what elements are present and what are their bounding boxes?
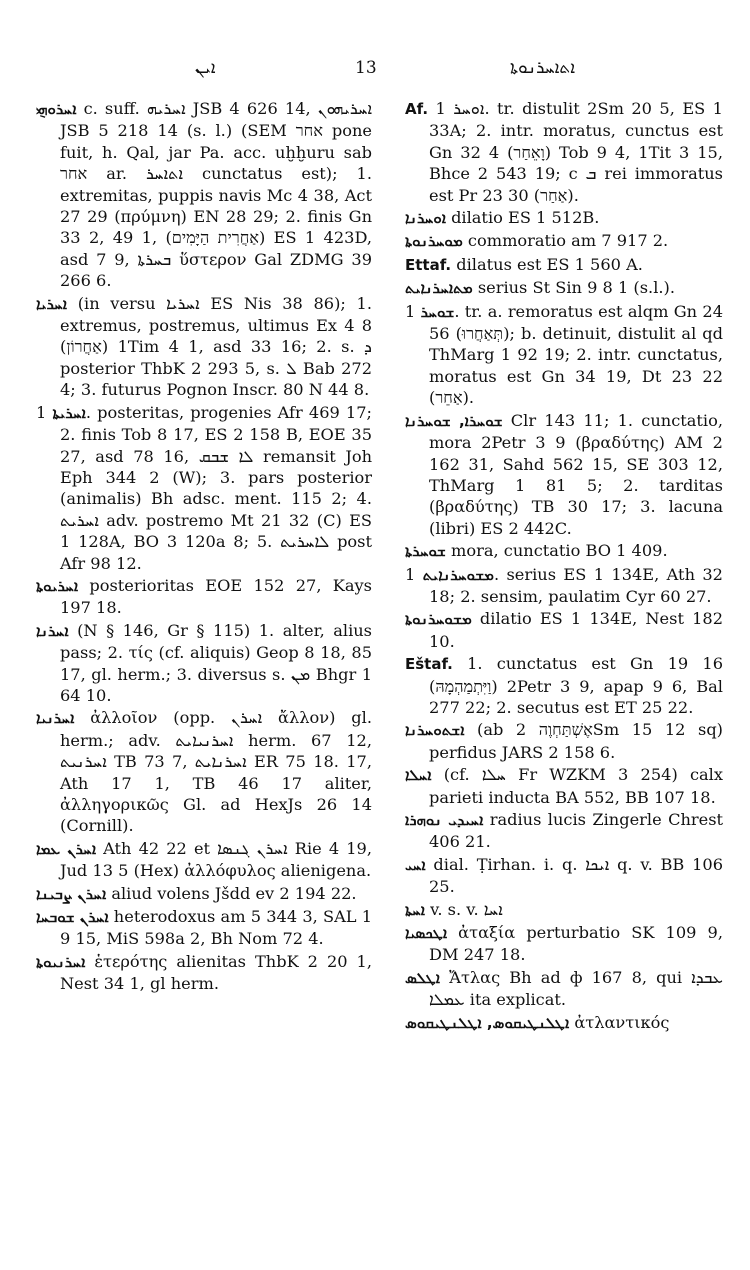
entry-definition: (ab אֶשְׁתַּחְוֶה 2Sm 15 12 sq) perfidus JARS 2 158 6. [429,720,723,762]
entry-lemma: ܐܚܝ [405,855,426,874]
dictionary-entry [405,899,723,921]
dictionary-entry [405,967,723,1011]
dictionary-entry [36,951,372,995]
entry-definition: commoratio am 7 917 2. [462,231,669,251]
entry-definition: posterioritas EOE 152 27, Kays 197 18. [60,575,372,618]
entry-lemma: ܐܚܝܕܝ ܢܘܗܪܐ [405,811,484,829]
entry-lemma: ܐܚܪܝܬܐ [52,403,86,422]
entry-definition: (in versu ܐܚܪܝܐ ES Nis 38 86); 1. extremus, postremus, ultimus Ex 4 8 (אַחֲרוֹן) 1Tim 4 1, asd 33 16; 2. s. ܕ posterior ThbK 2 293 5, s. ܠ Bab 272 4; 3. futurus Pognon Inscr. 80 N 44 8. [60,293,372,400]
entry-definition: aliud volens Jšdd ev 2 194 22. [106,883,357,903]
entry-definition: ἀτλαντικός [569,1012,670,1032]
entry-definition: ἀλλοῖον (opp. ܐܚܪܢ ἄλλον) gl. herm.; adv. ܐܚܪܢܝܐܝܬ herm. 67 12, ܐܚܪܢܝܬ TB 73 7, ܐܚܪܢܐܝܬ ER 75 18. 17, Ath 17 1, TB 46 17 aliter, ἀλληγορικῶς Gl. ad HexJs 26 14 (Cornill). [60,708,372,836]
entry-lemma: ܫܘܚܪܬܐ [405,542,446,561]
dictionary-entry [405,922,723,966]
dictionary-entry [36,575,372,619]
entry-definition: heterodoxus am 5 344 3, SAL 1 9 15, MiS 598a 2, Bh Nom 72 4. [60,907,373,949]
entry-definition: Ath 42 22 et ܐܚܪܢ ܓܢܣܐ Rie 4 19, Jud 13 5 (Hex) ἀλλόφυλος alienigena. [60,838,372,881]
dictionary-entry [405,230,723,252]
entry-lemma: ܡܫܘܚܪܢܐܝܬ [422,565,494,584]
entry-definition: ἑτερότης alienitas ThbK 2 20 1, Nest 34 1, gl herm. [60,951,372,994]
dictionary-entry [405,719,723,763]
dictionary-entry [405,254,723,276]
entry-lemma: ܡܫܘܚܪܢܘܬܐ [405,610,472,629]
entry-definition: radius lucis Zingerle Chrest 406 21. [429,810,724,852]
entry-definition: mora, cunctatio BO 1 409. [445,541,668,561]
entry-definition: 1. tr. a. remoratus est alqm Gn 24 56 (תְּאַחֲרוּ); b. detinuit, distulit al qd ThMarg 1 92 19; 2. intr. cunctatus, moratus est Gn 34 19, Dt 23 22 (אַחֵר). [405,301,723,408]
entry-definition: (cf. ܚܠܐ Fr WZKM 3 254) calx parieti inducta BA 552, BB 107 18. [429,765,723,807]
entry-definition: (N § 146, Gr § 115) 1. alter, alius pass; 2. τίς (cf. aliquis) Geop 8 18, 85 17, gl. herm.; 3. diversus s. ܡܢ Bhgr 1 64 10. [60,620,372,705]
dictionary-entry [405,764,723,808]
dictionary-entry [405,207,723,229]
entry-lemma: ܐܚܪܢܝܐ [36,709,75,728]
dictionary-entry [36,98,372,292]
entry-lemma: Ettaf. [405,255,452,274]
dictionary-entry [405,410,723,539]
entry-lemma: ܐܛܠܢܛܝܩܘܣ, ܐܛܠܢܛܝܩܘܣ [405,1013,570,1032]
entry-lemma: ܐܚܪܝܐ [36,294,68,313]
entry-definition: dilatio ES 1 512B. [445,208,600,228]
right-column [405,98,723,1034]
entry-definition: dial. Ṭirhan. i. q. ܐܝܟܐ q. v. BB 106 25. [425,854,723,897]
entry-definition: 1. posteritas, progenies Afr 469 17; 2. finis Tob 8 17, ES 2 158 B, EOE 35 27, asd 78 16, ܠܐ ܫܒܩ remansit Joh Eph 344 2 (W); 3. pars posterior (animalis) Bh adsc. ment. 115 2; 4. ܐܚܪܝܬ adv. postremo Mt 21 32 (C) ES 1 128A, BO 3 120a 8; 5. ܠܐܚܪܝܬ post Afr 98 12. [36,402,372,573]
header-right-catchword: ܐܬܐܚܪܢܘܬܐ [510,58,576,78]
dictionary-entry [405,277,723,299]
entry-definition: Clr 143 11; 1. cunctatio, mora 2Petr 3 9 (βραδύτης) AM 2 162 31, Sahd 562 15, SE 303 12, ThMarg 1 81 5; 2. tarditas (βραδύτης) TB 30 17; 3. lacuna (libri) ES 2 442C. [429,410,723,538]
dictionary-entry [405,1012,723,1034]
entry-lemma: ܐܚܪܢܐ [36,621,69,640]
entry-definition: Ἄτλας Bh ad ф 167 8, qui ܥܒܕܐ ܥܡܠܐ ita explicat. [429,967,723,1010]
header-left-catchword: ܐܝܢ [195,58,216,78]
dictionary-entry [405,98,723,206]
dictionary-entry [405,301,723,409]
entry-lemma: ܫܘܚܪ [420,302,455,321]
page-number: 13 [355,58,377,78]
entry-lemma: ܡܘܚܪܢܘܬܐ [405,232,463,251]
dictionary-entry [405,854,723,898]
dictionary-entry [405,608,723,652]
entry-lemma: Eštaf. [405,655,453,674]
dictionary-entry [405,540,723,562]
entry-definition: 1. serius ES 1 134E, Ath 32 18; 2. sensim, paulatim Cyr 60 27. [405,564,723,606]
entry-lemma: ܐܫܬܘܚܪܢܐ [405,721,465,740]
entry-lemma: ܫܘܚܪܐ, ܫܘܚܪܢܐ [405,411,503,430]
entry-definition: ἀταξία perturbatio SK 109 9, DM 247 18. [429,923,723,965]
entry-lemma: ܐܘܚܪܢܐ [405,209,446,228]
dictionary-entry [36,402,372,574]
entry-definition: serius St Sin 9 8 1 (s.l.). [472,278,675,298]
entry-lemma: ܐܚܪܢ ܥܡܐ [36,839,97,858]
dictionary-entry [36,707,372,836]
dictionary-entry [405,564,723,608]
entry-lemma: ܐܚܪܝܘܬܐ [36,576,79,595]
entry-definition: c. suff. ܐܚܪܝܗ JSB 4 626 14, ܐܚܪܝܗܘܢ JSB 5 218 14 (s. l.) (SEM אחר pone fuit, h. Qal, jar Pa. acc. uḫḫuru sab ‎אחר‎ ar. ܐܬܐܚܪ cunctatus est); 1. extremitas, puppis navis Mc 4 38, Act 27 29 (πρύμνη) EN 28 29; 2. finis Gn 33 2, 49 1, (אַחֲרִית הַיָּמִים) ES 1 423D, asd 7 9, ܒܚܪܬܐ ὕστερον Gal ZDMG 39 266 6. [60,99,373,291]
dictionary-entry [36,906,372,950]
entry-definition: 1. cunctatus est Gn 19 16 (וַיִּתְמַהְמָהּ) 2Petr 3 9, apap 9 6, Bal 277 22; 2. secutus est ET 25 22. [429,654,723,717]
entry-lemma: ܐܚܬܐ [405,900,425,919]
entry-lemma: ܐܚܪܢ ܨܒܝܢܐ [36,884,107,903]
entry-lemma: ܐܚܪܢܝܘܬܐ [36,952,86,971]
entry-lemma: ܐܚܪܢ ܫܘܒܚܐ [36,908,109,927]
entry-definition: dilatus est ES 1 560 A. [451,254,643,274]
dictionary-entry [405,809,723,853]
entry-lemma: ܐܛܠܣ [405,968,440,987]
entry-definition: dilatio ES 1 134E, Nest 182 10. [429,609,723,651]
entry-lemma: ܐܚܠܐ [405,766,432,785]
entry-definition: ܐܘܚܪ 1. tr. distulit 2Sm 20 5, ES 1 33A; 2. intr. moratus, cunctus est Gn 32 4 (וָאֵחַר) Tob 9 4, 1Tit 3 15, Bhce 2 543 19; c ܒ rei immoratus est Pr 23 30 (אַחַר). [428,99,723,205]
dictionary-entry [36,293,372,401]
dictionary-entry [36,838,372,882]
entry-lemma: ܐܛܟܣܝܐ [405,924,448,943]
entry-lemma: ܡܬܐܚܪܢܐܝܬ [405,279,473,298]
entry-definition: v. s. v. ܐܚܐ [425,899,503,919]
entry-lemma: ܐܚܪܘܗ݈ܝ [36,100,77,118]
entry-lemma: Af. [405,100,429,118]
running-head [0,58,750,82]
dictionary-entry [36,620,372,707]
dictionary-entry [405,653,723,718]
dictionary-entry [36,883,372,905]
left-column [36,98,372,995]
